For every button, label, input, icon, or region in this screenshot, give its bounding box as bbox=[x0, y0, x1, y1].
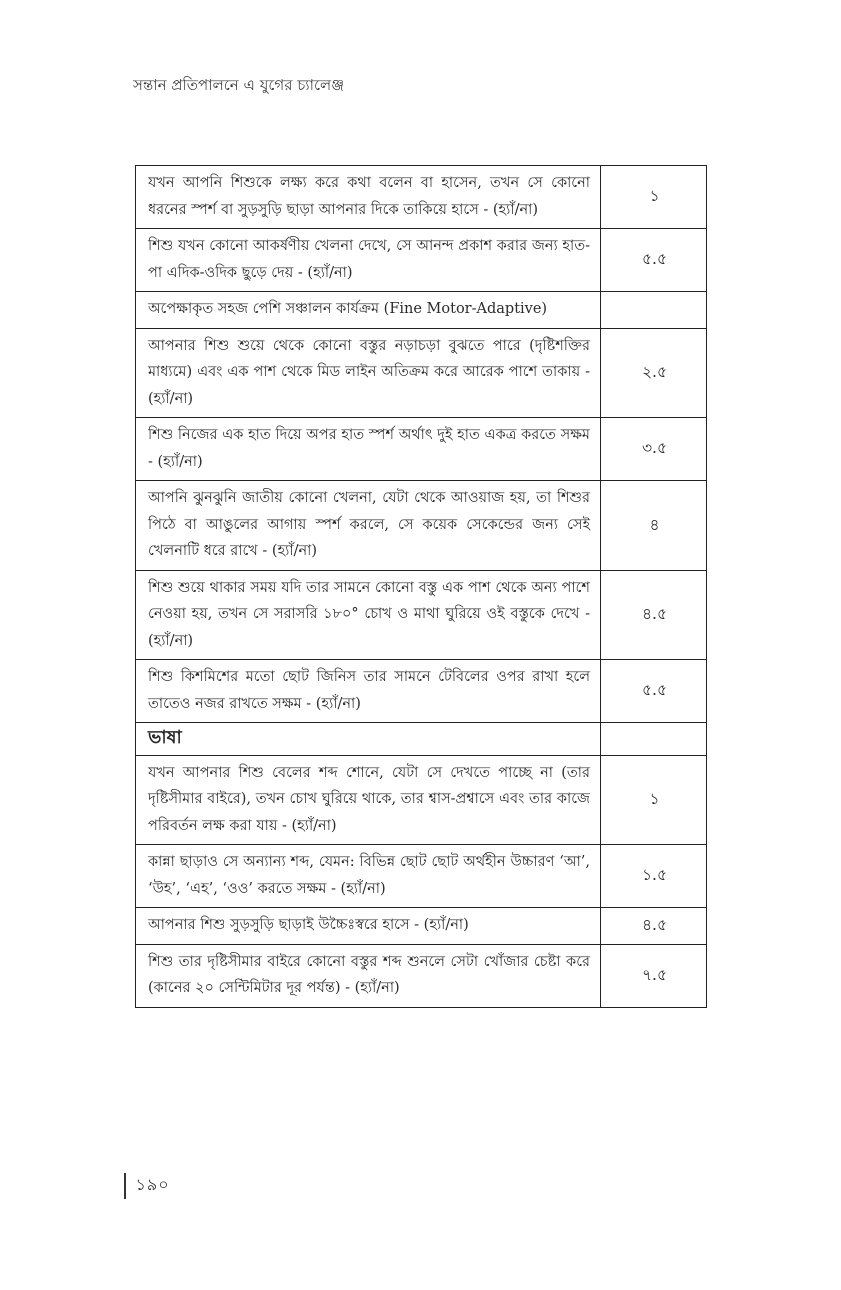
milestone-age: ১.৫ bbox=[601, 845, 707, 908]
milestone-age: ৫.৫ bbox=[601, 660, 707, 723]
milestone-description: শিশু শুয়ে থাকার সময় যদি তার সামনে কোনো বস্তু এক পাশ থেকে অন্য পাশে নেওয়া হয়, তখন সে সরাসরি ১৮০° চোখ ও মাথা ঘুরিয়ে ওই বস্তুকে দেখে - (হ্যাঁ/না) bbox=[136, 570, 601, 660]
milestone-description: আপনি ঝুনঝুনি জাতীয় কোনো খেলনা, যেটা থেকে আওয়াজ হয়, তা শিশুর পিঠে বা আঙুলের আগায় স্পর্শ করলে, সে কয়েক সেকেন্ডের জন্য সেই খেলনাটি ধরে রাখে - (হ্যাঁ/না) bbox=[136, 481, 601, 571]
table-row bbox=[136, 328, 707, 418]
page-footer bbox=[124, 1172, 170, 1199]
milestone-age: ৫.৫ bbox=[601, 229, 707, 292]
milestone-table bbox=[135, 165, 707, 1008]
table-row bbox=[136, 418, 707, 481]
running-header: সন্তান প্রতিপালনে এ যুগের চ্যালেঞ্জ bbox=[133, 76, 345, 94]
empty-cell bbox=[601, 723, 707, 756]
footer-divider bbox=[124, 1173, 126, 1199]
milestone-description: অপেক্ষাকৃত সহজ পেশি সঞ্চালন কার্যক্রম (Fine Motor-Adaptive) bbox=[136, 292, 601, 329]
table-row bbox=[136, 660, 707, 723]
milestone-age: ৪.৫ bbox=[601, 908, 707, 945]
milestone-description: যখন আপনার শিশু বেলের শব্দ শোনে, যেটা সে দেখতে পাচ্ছে না (তার দৃষ্টিসীমার বাইরে), তখন চোখ ঘুরিয়ে থাকে, তার শ্বাস-প্রশ্বাসে এবং তার কাজে পরিবর্তন লক্ষ করা যায় - (হ্যাঁ/না) bbox=[136, 755, 601, 845]
milestone-description: শিশু কিশমিশের মতো ছোট জিনিস তার সামনে টেবিলের ওপর রাখা হলে তাতেও নজর রাখতে সক্ষম - (হ্যাঁ/না) bbox=[136, 660, 601, 723]
milestone-age: ১ bbox=[601, 166, 707, 229]
table-row bbox=[136, 755, 707, 845]
table-row bbox=[136, 292, 707, 329]
page-number: ১৯০ bbox=[135, 1175, 170, 1194]
milestone-age bbox=[601, 292, 707, 329]
milestone-age: ৩.৫ bbox=[601, 418, 707, 481]
milestone-age: ৪ bbox=[601, 481, 707, 571]
table-row bbox=[136, 908, 707, 945]
table-row bbox=[136, 944, 707, 1007]
section-heading: ভাষা bbox=[136, 723, 601, 756]
milestone-age: ২.৫ bbox=[601, 328, 707, 418]
table-row bbox=[136, 229, 707, 292]
table-row bbox=[136, 845, 707, 908]
milestone-description: আপনার শিশু শুয়ে থেকে কোনো বস্তুর নড়াচড়া বুঝতে পারে (দৃষ্টিশক্তির মাধ্যমে) এবং এক পাশ থেকে মিড লাইন অতিক্রম করে আরেক পাশে তাকায় - (হ্যাঁ/না) bbox=[136, 328, 601, 418]
table-row bbox=[136, 481, 707, 571]
table-row bbox=[136, 570, 707, 660]
milestone-age: ৭.৫ bbox=[601, 944, 707, 1007]
milestone-description: শিশু যখন কোনো আকর্ষণীয় খেলনা দেখে, সে আনন্দ প্রকাশ করার জন্য হাত-পা এদিক-ওদিক ছুড়ে দেয় - (হ্যাঁ/না) bbox=[136, 229, 601, 292]
milestone-age: ১ bbox=[601, 755, 707, 845]
milestone-age: ৪.৫ bbox=[601, 570, 707, 660]
milestone-description: শিশু তার দৃষ্টিসীমার বাইরে কোনো বস্তুর শব্দ শুনলে সেটা খোঁজার চেষ্টা করে (কানের ২০ সেন্টিমিটার দূর পর্যন্ত) - (হ্যাঁ/না) bbox=[136, 944, 601, 1007]
milestone-description: কান্না ছাড়াও সে অন্যান্য শব্দ, যেমন: বিভিন্ন ছোট ছোট অর্থহীন উচ্চারণ ‘আ’, ‘উহ’, ‘এহ’, ‘ওও’ করতে সক্ষম - (হ্যাঁ/না) bbox=[136, 845, 601, 908]
section-row bbox=[136, 723, 707, 756]
milestone-description: আপনার শিশু সুড়সুড়ি ছাড়াই উচ্চৈঃস্বরে হাসে - (হ্যাঁ/না) bbox=[136, 908, 601, 945]
milestone-description: শিশু নিজের এক হাত দিয়ে অপর হাত স্পর্শ অর্থাৎ দুই হাত একত্র করতে সক্ষম - (হ্যাঁ/না) bbox=[136, 418, 601, 481]
table-row bbox=[136, 166, 707, 229]
milestone-description: যখন আপনি শিশুকে লক্ষ্য করে কথা বলেন বা হাসেন, তখন সে কোনো ধরনের স্পর্শ বা সুড়সুড়ি ছাড়া আপনার দিকে তাকিয়ে হাসে - (হ্যাঁ/না) bbox=[136, 166, 601, 229]
